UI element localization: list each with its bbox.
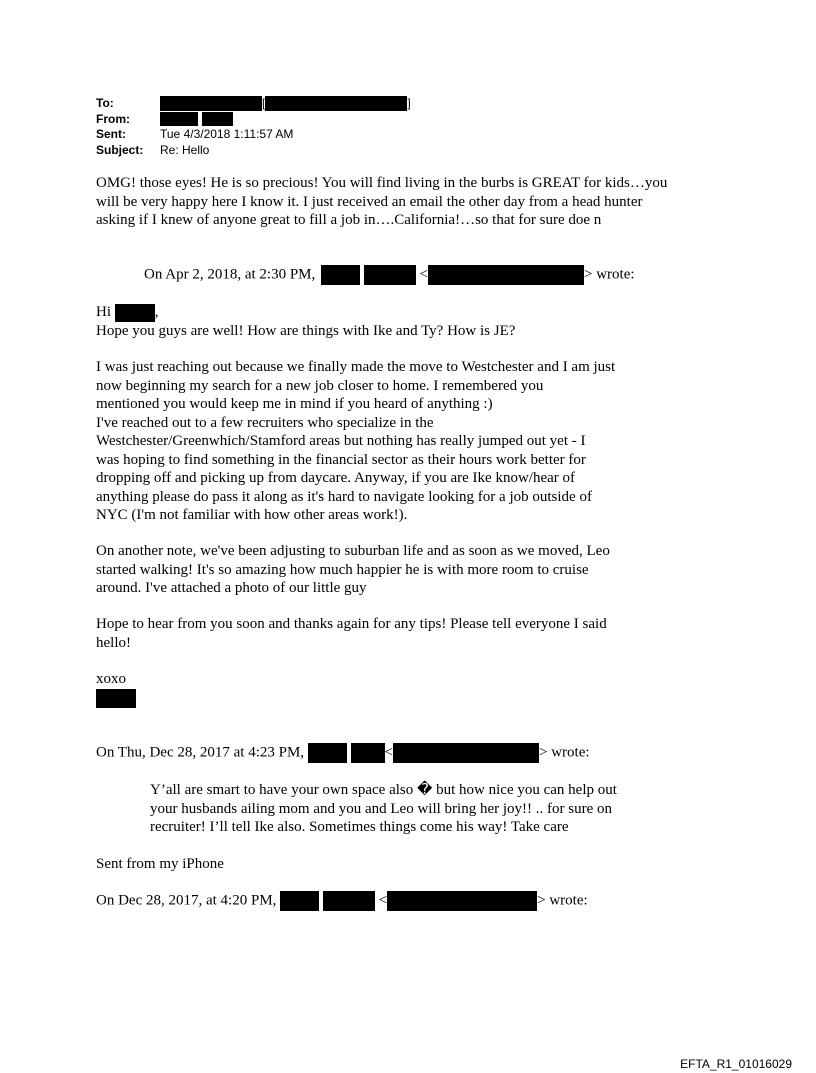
- body-line: Y’all are smart to have your own space also � but how nice you can help out: [150, 782, 617, 798]
- body-line: I've reached out to a few recruiters who specialize in the: [96, 414, 434, 431]
- quote3-intro: On Dec 28, 2017, at 4:20 PM, < > wrote:: [96, 891, 736, 911]
- reply-body: [96, 174, 736, 230]
- body-line: asking if I knew of anyone great to fill a job in….California!…so that for sure doe n: [96, 212, 602, 228]
- quote1-para1: [96, 358, 784, 414]
- quote-intro-suffix: > wrote:: [537, 892, 588, 909]
- body-line: mentioned you would keep me in mind if you heard of anything :): [96, 396, 493, 412]
- body-line: anything please do pass it along as it's hard to navigate looking for a job outside of: [96, 488, 592, 505]
- quote-intro-text: On Dec 28, 2017, at 4:20 PM,: [96, 892, 277, 909]
- redaction-block: [265, 96, 407, 111]
- quote-intro-suffix: > wrote:: [539, 744, 590, 761]
- to-label: To:: [96, 96, 114, 110]
- body-line: now beginning my search for a new job closer to home. I remembered you: [96, 377, 544, 394]
- quote1-para2: [96, 414, 784, 525]
- greeting-text: Hi: [96, 304, 111, 320]
- body-line: was hoping to find something in the financial sector as their hours work better for: [96, 451, 586, 468]
- from-value: [160, 112, 233, 128]
- quote1-para4: [96, 615, 784, 652]
- body-line: I was just reaching out because we finally made the move to Westchester and I am just: [96, 359, 616, 375]
- redaction-block: [364, 265, 416, 285]
- signoff-text: xoxo: [96, 671, 126, 687]
- body-line: OMG! those eyes! He is so precious! You will find living in the burbs is GREAT for kids…you: [96, 175, 668, 191]
- redaction-block: [160, 112, 198, 126]
- body-line: hello!: [96, 634, 131, 651]
- sent-row: [96, 127, 411, 143]
- redaction-block: [280, 891, 319, 911]
- body-line: Hope you guys are well! How are things with Ike and Ty? How is JE?: [96, 322, 516, 339]
- body-line: dropping off and picking up from daycare. Anyway, if you are Ike know/hear of: [96, 470, 576, 486]
- quote-intro-suffix: > wrote:: [583, 266, 635, 283]
- quote2-intro: On Thu, Dec 28, 2017 at 4:23 PM, < > wrote:: [96, 743, 736, 763]
- redaction-block: [96, 689, 136, 708]
- redaction-block: [202, 112, 233, 126]
- redaction-block: [351, 743, 385, 763]
- quote1-para3: [96, 542, 784, 598]
- body-line: around. I've attached a photo of our little guy: [96, 580, 367, 596]
- body-line: recruiter! I’ll tell Ike also. Sometimes things come his way! Take care: [150, 819, 569, 835]
- body-line: On another note, we've been adjusting to suburban life and as soon as we moved, Leo: [96, 543, 610, 559]
- sent-from: [96, 855, 736, 874]
- signoff: [96, 670, 736, 708]
- redaction-block: [387, 891, 537, 911]
- quote1-intro: On Apr 2, 2018, at 2:30 PM, < > wrote:: [96, 265, 736, 285]
- quote2-body: [150, 781, 750, 837]
- subject-row: [96, 143, 411, 159]
- sent-value: Tue 4/3/2018 1:11:57 AM: [160, 127, 294, 141]
- quote-intro-text: On Apr 2, 2018, at 2:30 PM,: [144, 266, 316, 283]
- greeting-line: [96, 303, 736, 322]
- redaction-block: [308, 743, 347, 763]
- greeting-tail: ,: [154, 304, 159, 320]
- sent-from-text: Sent from my iPhone: [96, 856, 224, 872]
- body-line: your husbands ailing mom and you and Leo will bring her joy!! .. for sure on: [150, 800, 612, 817]
- body-line: NYC (I'm not familiar with how other areas work!).: [96, 507, 408, 523]
- email-header: [96, 96, 411, 158]
- redaction-block: [321, 265, 360, 285]
- to-row: [96, 96, 411, 112]
- from-row: [96, 112, 411, 128]
- redaction-block: [393, 743, 539, 763]
- body-line: Westchester/Greenwhich/Stamford areas but nothing has really jumped out yet - I: [96, 433, 586, 449]
- body-line: started walking! It's so amazing how much happier he is with more room to cruise: [96, 561, 589, 578]
- body-line: will be very happy here I know it. I just received an email the other day from a head hunter: [96, 193, 643, 210]
- body-line: Hope to hear from you soon and thanks again for any tips! Please tell everyone I said: [96, 616, 607, 632]
- redaction-block: [428, 265, 584, 285]
- document-id: EFTA_R1_01016029: [680, 1057, 792, 1071]
- subject-value: Re: Hello: [160, 142, 210, 157]
- redaction-block: [115, 304, 155, 322]
- quote1-body: [96, 303, 736, 340]
- to-value: [ ]: [160, 96, 411, 112]
- redaction-block: [160, 96, 262, 111]
- quote-intro-text: On Thu, Dec 28, 2017 at 4:23 PM,: [96, 744, 305, 761]
- redaction-block: [323, 891, 375, 911]
- subject-label: Subject:: [96, 142, 144, 157]
- sent-label: Sent:: [96, 127, 126, 141]
- from-label: From:: [96, 111, 130, 126]
